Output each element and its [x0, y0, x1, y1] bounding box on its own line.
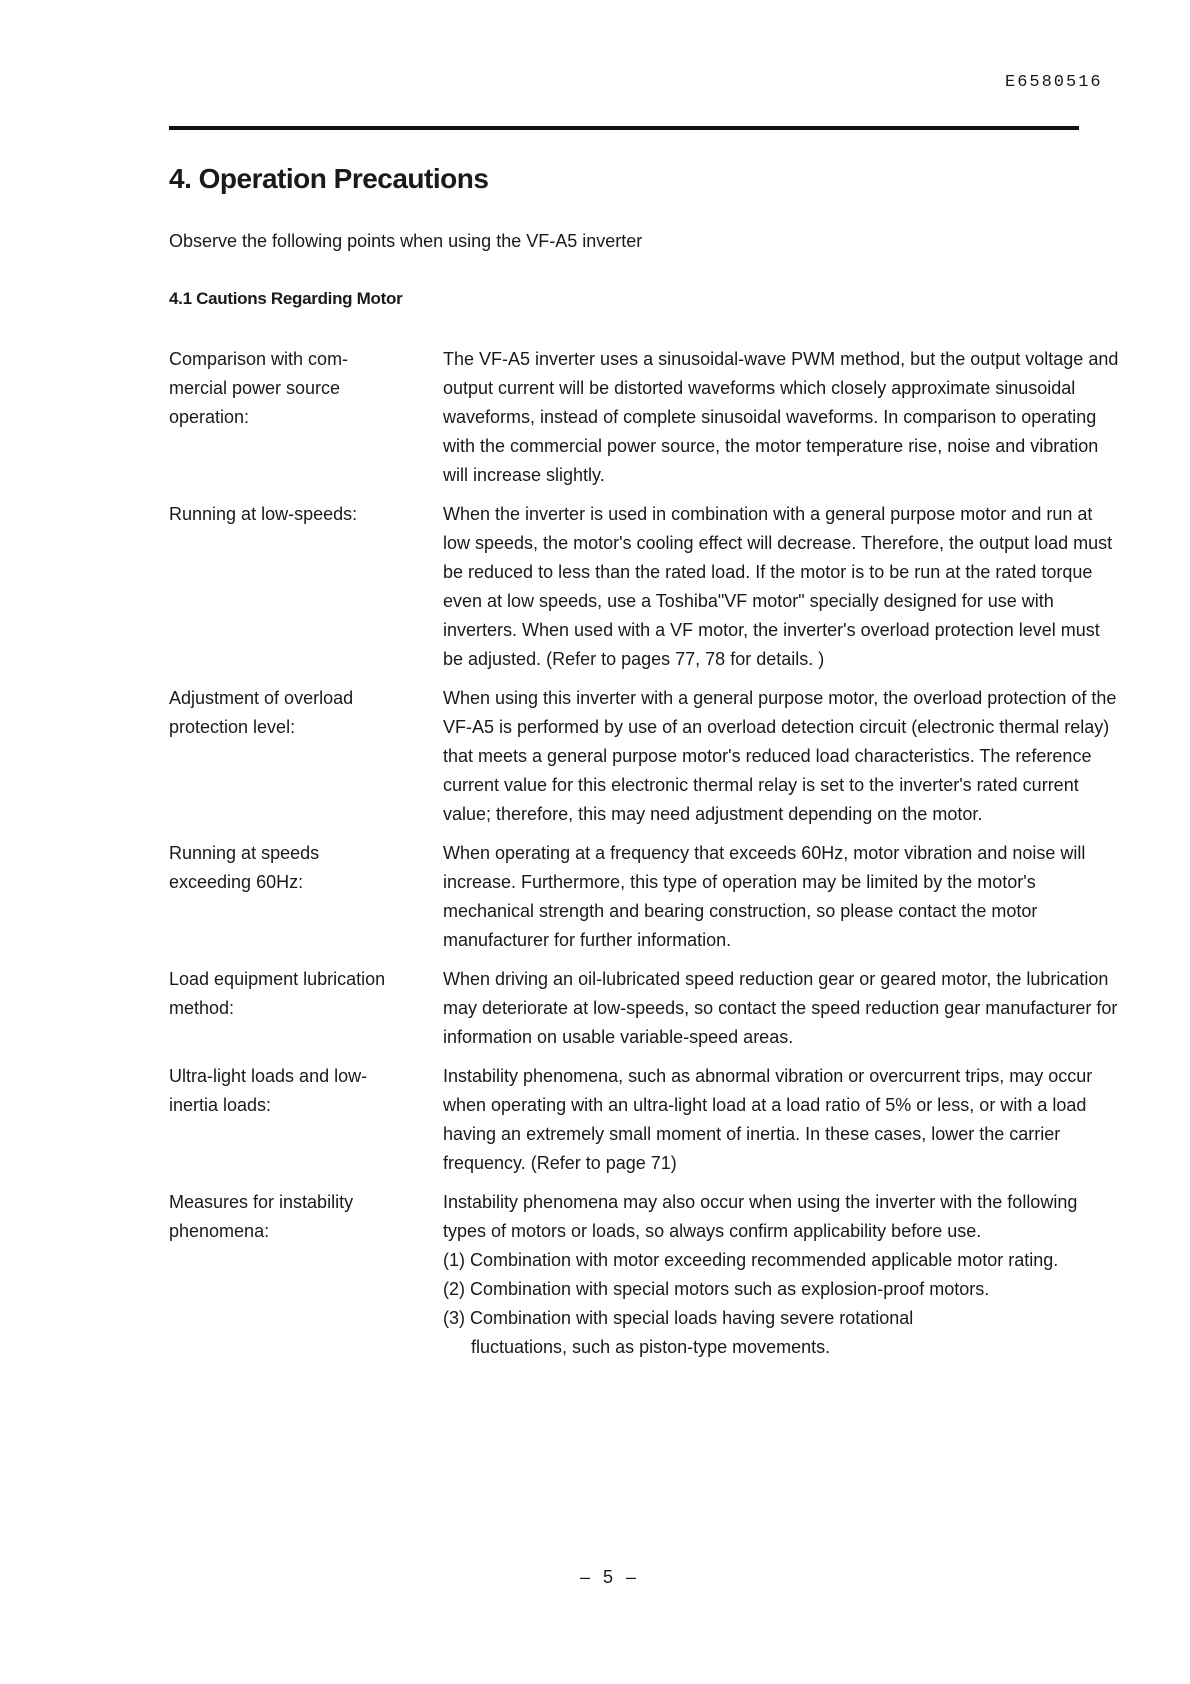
- page-title: 4. Operation Precautions: [169, 163, 489, 194]
- precaution-label: Adjustment of overload protection level:: [169, 688, 354, 737]
- section-title: 4.1 Cautions Regarding Motor: [169, 289, 403, 308]
- precaution-paragraph: When using this inverter with a general purpose motor, the overload protection of the VF-A5 is performed by use of an overload detection circuit (electronic thermal relay) that meets a general purpose motor's reduced load characteristics. The reference current value for this electronic thermal relay is set to the inverter's rated current value; therefore, this may need adjustment depending on the motor.: [443, 688, 1117, 824]
- precaution-paragraph: When operating at a frequency that exceeds 60Hz, motor vibration and noise will increase. Furthermore, this type of operation may be limited by the motor's mechanical strength and bearing construction, so please contact the motor manufacturer for further information.: [443, 843, 1086, 950]
- list-item: (1) Combination with motor exceeding recommended applicable motor rating.: [443, 1250, 1059, 1270]
- precaution-text: [443, 684, 1119, 829]
- list-item-continuation: fluctuations, such as piston-type movements.: [471, 1337, 831, 1357]
- precaution-row: [169, 1062, 1119, 1178]
- precaution-label: Load equipment lubrication method:: [169, 969, 386, 1018]
- page-number: – 5 –: [580, 1567, 641, 1587]
- precaution-text: [443, 500, 1119, 674]
- precaution-row: [169, 684, 1119, 829]
- list-item: (2) Combination with special motors such as explosion-proof motors.: [443, 1279, 990, 1299]
- header-rule: [169, 126, 1079, 130]
- precaution-text: [443, 1062, 1119, 1178]
- precaution-row: [169, 345, 1119, 490]
- precaution-text: [443, 1188, 1119, 1362]
- document-code: E6580516: [1005, 73, 1103, 92]
- precautions-table: [169, 345, 1119, 1372]
- precaution-text: [443, 839, 1119, 955]
- precaution-paragraph: Instability phenomena, such as abnormal vibration or overcurrent trips, may occur when operating with an ultra-light load at a load ratio of 5% or less, or with a load having an extremely small moment of inertia. In these cases, lower the carrier frequency. (Refer to page 71): [443, 1066, 1093, 1173]
- precaution-text: [443, 345, 1119, 490]
- precaution-label: Measures for instability phenomena:: [169, 1192, 354, 1241]
- precaution-paragraph: When driving an oil-lubricated speed reduction gear or geared motor, the lubrication may deteriorate at low-speeds, so contact the speed reduction gear manufacturer for information on usable variable-speed areas.: [443, 969, 1118, 1047]
- list-item: (3) Combination with special loads having severe rotational: [443, 1308, 914, 1328]
- precaution-paragraph: Instability phenomena may also occur when using the inverter with the following types of motors or loads, so always confirm applicability before use.: [443, 1192, 1078, 1241]
- precaution-row-instability: [169, 1188, 1119, 1362]
- precaution-row: [169, 965, 1119, 1052]
- precaution-label: Ultra-light loads and low- inertia loads:: [169, 1066, 368, 1115]
- precaution-label: Running at speeds exceeding 60Hz:: [169, 843, 320, 892]
- precaution-paragraph: When the inverter is used in combination with a general purpose motor and run at low speeds, the motor's cooling effect will decrease. Therefore, the output load must be reduced to less than the rated load. If the motor is to be run at the rated torque even at low speeds, use a Toshiba"VF motor" specially designed for use with inverters. When used with a VF motor, the inverter's overload protection level must be adjusted. (Refer to pages 77, 78 for details. ): [443, 504, 1113, 669]
- precaution-label: Comparison with com- mercial power source operation:: [169, 349, 349, 427]
- precaution-label: Running at low-speeds:: [169, 504, 358, 524]
- precaution-text: [443, 965, 1119, 1052]
- precaution-paragraph: The VF-A5 inverter uses a sinusoidal-wave PWM method, but the output voltage and output current will be distorted waveforms which closely approximate sinusoidal waveforms, instead of complete sinusoidal waveforms. In comparison to operating with the commercial power source, the motor temperature rise, noise and vibration will increase slightly.: [443, 349, 1119, 485]
- intro-text: Observe the following points when using the VF-A5 inverter: [169, 231, 643, 251]
- precaution-row: [169, 839, 1119, 955]
- precaution-row: [169, 500, 1119, 674]
